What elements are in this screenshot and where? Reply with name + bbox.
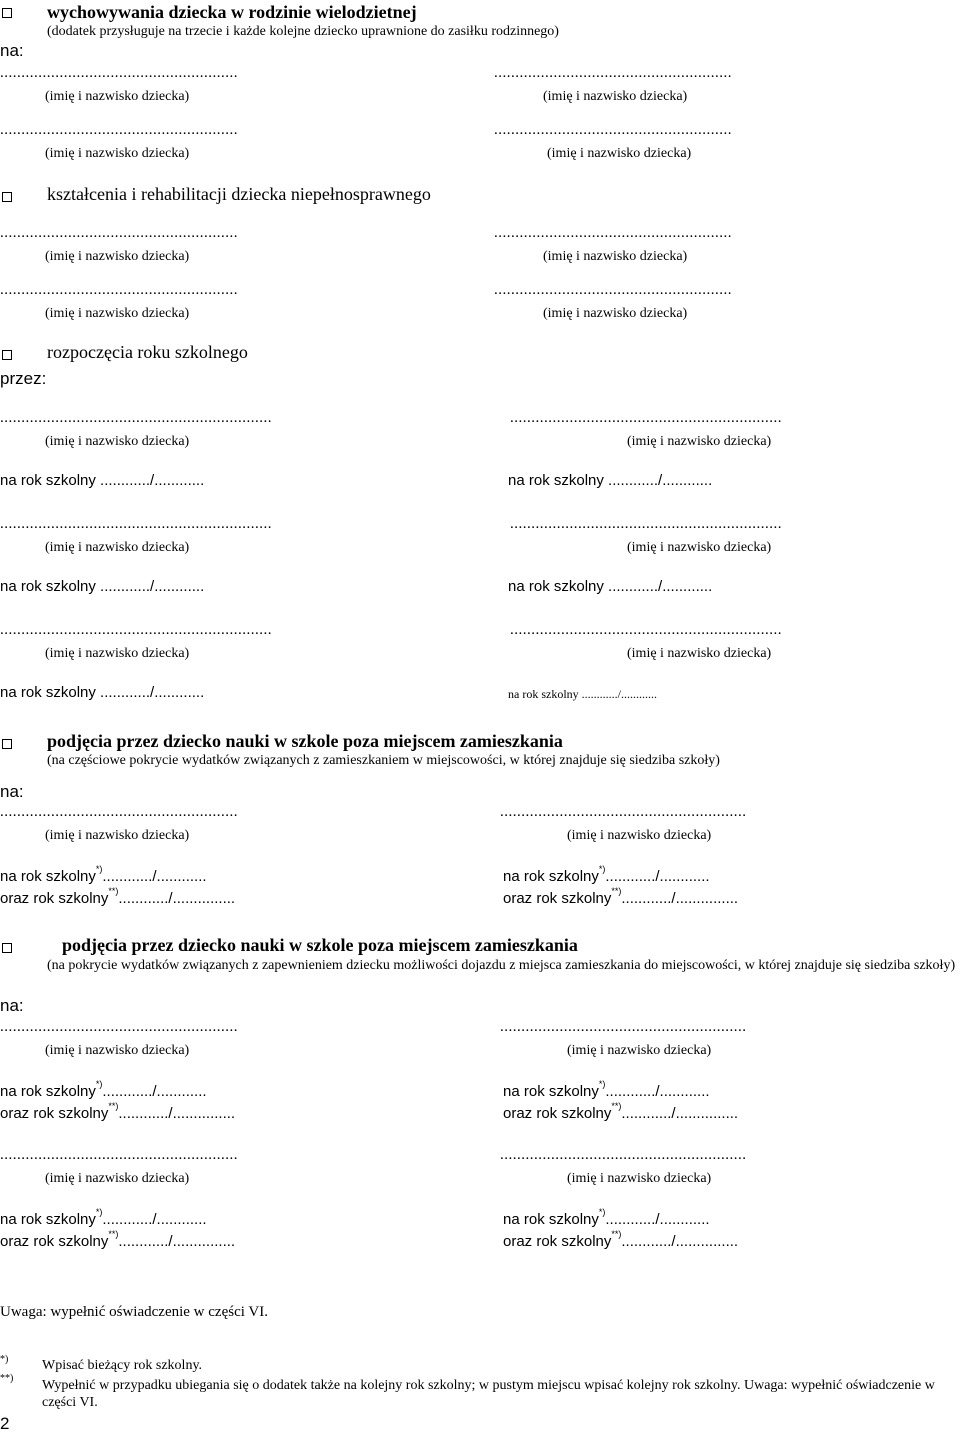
school-year-field[interactable]: na rok szkolny ............/............ bbox=[0, 472, 205, 489]
section-note-away-housing: (na częściowe pokrycie wydatków związanych z zamieszkaniem w miejscowości, w której znajduje się siedziba szkoły) bbox=[47, 753, 720, 768]
footnote-mark: **) bbox=[0, 1373, 14, 1384]
current-year-field[interactable]: na rok szkolny*)............/............ bbox=[503, 1079, 710, 1100]
child-name-caption: (imię i nazwisko dziecka) bbox=[45, 540, 190, 555]
school-year-field[interactable]: na rok szkolny ............/............ bbox=[508, 472, 713, 489]
section-title-school-start: rozpoczęcia roku szkolnego bbox=[47, 342, 248, 362]
child-name-field[interactable]: .......................................................... bbox=[500, 804, 747, 820]
next-year-field[interactable]: oraz rok szkolny**)............/............... bbox=[503, 1101, 739, 1122]
child-name-field[interactable]: ........................................................ bbox=[0, 282, 238, 298]
child-name-caption: (imię i nazwisko dziecka) bbox=[45, 434, 190, 449]
child-name-caption: (imię i nazwisko dziecka) bbox=[627, 434, 772, 449]
child-name-caption: (imię i nazwisko dziecka) bbox=[543, 249, 688, 264]
next-year-field[interactable]: oraz rok szkolny**)............/............... bbox=[0, 886, 236, 907]
child-name-field[interactable]: ................................................................ bbox=[510, 516, 782, 532]
child-name-caption: (imię i nazwisko dziecka) bbox=[543, 306, 688, 321]
na-label-2: na: bbox=[0, 782, 24, 801]
child-name-field[interactable]: ........................................................ bbox=[0, 1147, 238, 1163]
next-year-field[interactable]: oraz rok szkolny**)............/............... bbox=[0, 1229, 236, 1250]
child-name-field[interactable]: ........................................................ bbox=[0, 65, 238, 81]
child-name-caption: (imię i nazwisko dziecka) bbox=[547, 146, 692, 161]
school-year-field[interactable]: na rok szkolny ............/............ bbox=[508, 687, 657, 701]
child-name-caption: (imię i nazwisko dziecka) bbox=[45, 1043, 190, 1058]
child-name-field[interactable]: ........................................................ bbox=[0, 225, 238, 241]
checkbox-many-children[interactable] bbox=[2, 8, 12, 18]
child-name-caption: (imię i nazwisko dziecka) bbox=[627, 646, 772, 661]
child-name-field[interactable]: ........................................................ bbox=[0, 122, 238, 138]
next-year-field[interactable]: oraz rok szkolny**)............/............... bbox=[503, 1229, 739, 1250]
school-year-field[interactable]: na rok szkolny ............/............ bbox=[0, 684, 205, 701]
child-name-field[interactable]: ................................................................ bbox=[0, 622, 272, 638]
child-name-field[interactable]: ................................................................ bbox=[0, 410, 272, 426]
child-name-field[interactable]: ........................................................ bbox=[494, 225, 732, 241]
na-label-3: na: bbox=[0, 996, 24, 1015]
child-name-field[interactable]: ................................................................ bbox=[510, 410, 782, 426]
child-name-caption: (imię i nazwisko dziecka) bbox=[567, 1043, 712, 1058]
current-year-field[interactable]: na rok szkolny*)............/............ bbox=[0, 1207, 207, 1228]
current-year-field[interactable]: na rok szkolny*)............/............ bbox=[503, 864, 710, 885]
checkbox-away-commute[interactable] bbox=[2, 943, 12, 953]
child-name-field[interactable]: .......................................................... bbox=[500, 1147, 747, 1163]
section-title-disabled-child: kształcenia i rehabilitacji dziecka niepełnosprawnego bbox=[47, 184, 431, 204]
child-name-caption: (imię i nazwisko dziecka) bbox=[627, 540, 772, 555]
child-name-field[interactable]: ................................................................ bbox=[0, 516, 272, 532]
school-year-field[interactable]: na rok szkolny ............/............ bbox=[508, 578, 713, 595]
child-name-caption: (imię i nazwisko dziecka) bbox=[45, 249, 190, 264]
current-year-field[interactable]: na rok szkolny*)............/............ bbox=[0, 1079, 207, 1100]
na-label-1: na: bbox=[0, 41, 24, 60]
checkbox-disabled-child[interactable] bbox=[2, 192, 12, 202]
section-note-many-children: (dodatek przysługuje na trzecie i każde kolejne dziecko uprawnione do zasiłku rodzinnego) bbox=[47, 24, 559, 39]
child-name-field[interactable]: ........................................................ bbox=[494, 122, 732, 138]
child-name-caption: (imię i nazwisko dziecka) bbox=[45, 306, 190, 321]
checkbox-away-housing[interactable] bbox=[2, 739, 12, 749]
footnote-mark: *) bbox=[0, 1354, 9, 1365]
child-name-caption: (imię i nazwisko dziecka) bbox=[567, 1171, 712, 1186]
school-year-field[interactable]: na rok szkolny ............/............ bbox=[0, 578, 205, 595]
next-year-field[interactable]: oraz rok szkolny**)............/............... bbox=[0, 1101, 236, 1122]
child-name-caption: (imię i nazwisko dziecka) bbox=[45, 828, 190, 843]
child-name-caption: (imię i nazwisko dziecka) bbox=[45, 646, 190, 661]
footnote-text: Wypełnić w przypadku ubiegania się o dodatek także na kolejny rok szkolny; w pustym miejscu wpisać kolejny rok szkolny. Uwaga: wypełnić oświadczenie w części VI. bbox=[42, 1378, 935, 1410]
reminder-note: Uwaga: wypełnić oświadczenie w części VI. bbox=[0, 1304, 268, 1320]
child-name-field[interactable]: .......................................................... bbox=[500, 1019, 747, 1035]
child-name-field[interactable]: ........................................................ bbox=[0, 804, 238, 820]
przez-label: przez: bbox=[0, 369, 47, 388]
section-title-away-commute: podjęcia przez dziecko nauki w szkole poza miejscem zamieszkania bbox=[62, 935, 578, 955]
child-name-caption: (imię i nazwisko dziecka) bbox=[543, 89, 688, 104]
checkbox-school-start[interactable] bbox=[2, 350, 12, 360]
child-name-caption: (imię i nazwisko dziecka) bbox=[45, 146, 190, 161]
child-name-field[interactable]: ........................................................ bbox=[494, 65, 732, 81]
child-name-caption: (imię i nazwisko dziecka) bbox=[45, 1171, 190, 1186]
child-name-field[interactable]: ................................................................ bbox=[510, 622, 782, 638]
page-number: 2 bbox=[0, 1414, 10, 1433]
child-name-caption: (imię i nazwisko dziecka) bbox=[45, 89, 190, 104]
child-name-caption: (imię i nazwisko dziecka) bbox=[567, 828, 712, 843]
current-year-field[interactable]: na rok szkolny*)............/............ bbox=[503, 1207, 710, 1228]
child-name-field[interactable]: ........................................................ bbox=[0, 1019, 238, 1035]
child-name-field[interactable]: ........................................................ bbox=[494, 282, 732, 298]
next-year-field[interactable]: oraz rok szkolny**)............/............... bbox=[503, 886, 739, 907]
section-title-many-children: wychowywania dziecka w rodzinie wielodzietnej bbox=[47, 2, 417, 22]
current-year-field[interactable]: na rok szkolny*)............/............ bbox=[0, 864, 207, 885]
footnote-text: Wpisać bieżący rok szkolny. bbox=[42, 1358, 203, 1373]
section-title-away-housing: podjęcia przez dziecko nauki w szkole poza miejscem zamieszkania bbox=[47, 731, 563, 751]
section-note-away-commute: (na pokrycie wydatków związanych z zapewnieniem dziecku możliwości dojazdu z miejsca zamieszkania do miejscowości, w której znajduje się siedziba szkoły) bbox=[47, 958, 956, 973]
